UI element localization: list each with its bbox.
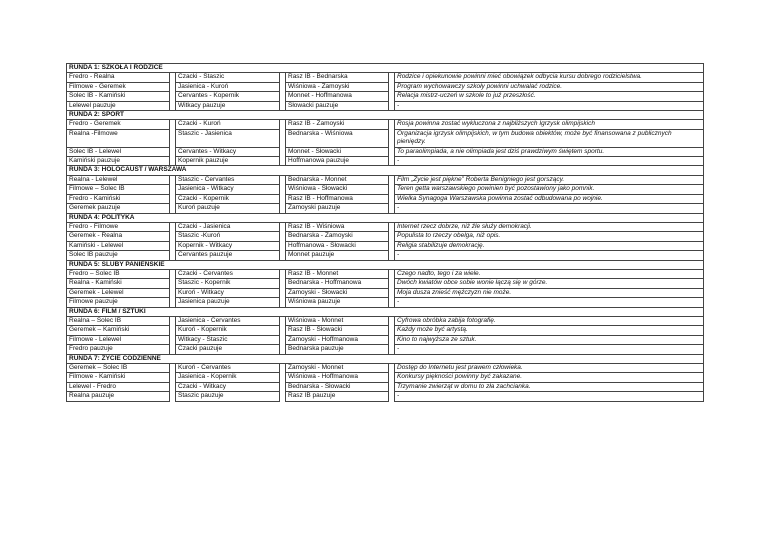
match-group-a: Filmowe pauzuje [67,298,170,307]
match-row [67,279,704,288]
match-group-c: Zamoyski - Słowacki [286,288,389,297]
match-group-b: Staszic pauzuje [176,392,280,401]
match-row [67,251,704,260]
motion-text: - [395,251,704,260]
round-title: RUNDA 1: SZKOŁA I RODZICE [67,64,704,73]
match-row [67,129,704,147]
match-group-b: Staszic - Jasienica [176,129,280,147]
motion-text: Moja dusza znieść mężczyzn nie może. [395,288,704,297]
round-title: RUNDA 2: SPORT [67,111,704,120]
match-group-a: Realna pauzuje [67,392,170,401]
match-group-a: Geremek – Kamiński [67,326,170,335]
match-group-b: Czacki pauzuje [176,345,280,354]
match-group-b: Witkacy pauzuje [176,101,280,110]
motion-text: Film „Życie jest piękne” Roberta Benigniego jest gorszący. [395,175,704,184]
motion-text: Czego nadto, tego i za wiele. [395,269,704,278]
match-group-a: Lelewel pauzuje [67,101,170,110]
motion-text: Internet rzecz dobrze, niż źle służy demokracji. [395,222,704,231]
match-group-c: Zamoyski pauzuje [286,204,389,213]
match-group-c: Bednarska - Monnet [286,175,389,184]
round-title: RUNDA 7: ŻYCIE CODZIENNE [67,354,704,363]
match-group-a: Fredro - Geremek [67,120,170,129]
match-group-a: Solec IB - Lelewel [67,147,170,156]
match-group-a: Realna - Kamiński [67,279,170,288]
match-group-c: Monnet pauzuje [286,251,389,260]
match-group-a: Fredro - Realna [67,73,170,82]
match-group-b: Cervantes - Kopernik [176,92,280,101]
round-title: RUNDA 4: POLITYKA [67,213,704,222]
match-row [67,382,704,391]
motion-text: - [395,298,704,307]
motion-text: Dwóch kwiatów obce sobie wonie łączą się w górze. [395,279,704,288]
match-row [67,175,704,184]
match-group-c: Rasz IB - Zamoyski [286,120,389,129]
match-group-b: Kuroń - Kopernik [176,326,280,335]
motion-text: Religia stabilizuje demokrację. [395,241,704,250]
motion-text: Dostęp do Internetu jest prawem człowieka. [395,364,704,373]
motion-text: Każdy może być artystą. [395,326,704,335]
match-row [67,392,704,401]
motion-text: Organizacja igrzysk olimpijskich, w tym budowa obiektów, może być finansowana z publicznych pieniędzy. [395,129,704,147]
match-group-c: Zamoyski - Hoffmanowa [286,335,389,344]
motion-text: Teren getta warszawskiego powinien być pozostawiony jako pomnik. [395,185,704,194]
match-group-a: Geremek - Realna [67,232,170,241]
match-group-c: Bednarska - Słowacki [286,382,389,391]
motion-text: - [395,157,704,166]
match-group-c: Rasz IB - Wiśniowa [286,222,389,231]
match-group-a: Filmowe - Kamiński [67,373,170,382]
match-row [67,222,704,231]
match-group-b: Czacki - Staszic [176,73,280,82]
match-group-c: Wiśniowa - Monnet [286,316,389,325]
match-group-a: Fredro – Solec IB [67,269,170,278]
match-group-c: Wiśniowa - Hoffmanowa [286,373,389,382]
motion-text: Populista to rzeczy obelga, niż opis. [395,232,704,241]
match-group-b: Czacki - Jasienica [176,222,280,231]
schedule-document [66,63,703,402]
rounds-table [66,63,704,402]
match-group-c: Słowacki pauzuje [286,101,389,110]
match-row [67,269,704,278]
match-row [67,335,704,344]
round-title: RUNDA 3: HOLOCAUST / WARSZAWA [67,166,704,175]
match-group-c: Bednarska - Wiśniowa [286,129,389,147]
match-group-b: Jasienica - Kuroń [176,82,280,91]
match-group-a: Geremek - Lelewel [67,288,170,297]
match-group-a: Lelewel - Fredro [67,382,170,391]
match-group-c: Rasz IB - Słowacki [286,326,389,335]
match-group-b: Cervantes - Witkacy [176,147,280,156]
match-group-b: Staszic -Kuroń [176,232,280,241]
motion-text: - [395,345,704,354]
match-group-c: Hoffmanowa - Słowacki [286,241,389,250]
match-group-b: Czacki - Witkacy [176,382,280,391]
match-group-b: Staszic - Kopernik [176,279,280,288]
match-row [67,288,704,297]
match-group-a: Fredro - Filmowe [67,222,170,231]
match-group-c: Rasz IB - Monnet [286,269,389,278]
motion-text: - [395,392,704,401]
match-group-b: Jasienica pauzuje [176,298,280,307]
match-group-c: Monnet - Słowacki [286,147,389,156]
motion-text: Wielka Synagoga Warszawska powinna zostać odbudowana po wojnie. [395,194,704,203]
match-group-b: Witkacy - Staszic [176,335,280,344]
match-group-c: Rasz IB - Bednarska [286,73,389,82]
match-group-a: Fredro - Kamiński [67,194,170,203]
motion-text: Trzymanie zwierząt w domu to zła zachcianka. [395,382,704,391]
match-row [67,157,704,166]
match-row [67,82,704,91]
round-header-row [67,64,704,73]
match-group-b: Kuroń - Witkacy [176,288,280,297]
motion-text: - [395,204,704,213]
match-group-a: Solec IB - Kamiński [67,92,170,101]
round-header-row [67,111,704,120]
motion-text: Cyfrowa obróbka zabija fotografię. [395,316,704,325]
match-group-c: Bednarska - Hoffmanowa [286,279,389,288]
motion-text: Relacja mistrz-uczeń w szkole to już przeszłość. [395,92,704,101]
match-row [67,373,704,382]
match-group-a: Realna - Lelewel [67,175,170,184]
match-group-c: Wiśniowa pauzuje [286,298,389,307]
match-row [67,101,704,110]
match-group-b: Kopernik - Witkacy [176,241,280,250]
match-group-b: Czacki - Kopernik [176,194,280,203]
round-header-row [67,354,704,363]
motion-text: Rosja powinna zostać wykluczona z najbliższych Igrzysk olimpijskich [395,120,704,129]
match-row [67,241,704,250]
round-title: RUNDA 5: ŚLUBY PANIEŃSKIE [67,260,704,269]
match-group-a: Kamiński - Lelewel [67,241,170,250]
match-group-c: Rasz IB pauzuje [286,392,389,401]
match-group-a: Geremek pauzuje [67,204,170,213]
match-group-a: Realna – Solec IB [67,316,170,325]
motion-text: Program wychowawczy szkoły powinni uchwalać rodzice. [395,82,704,91]
match-group-b: Jasienica - Cervantes [176,316,280,325]
match-row [67,120,704,129]
match-group-c: Bednarska pauzuje [286,345,389,354]
match-group-b: Jasienica - Witkacy [176,185,280,194]
match-row [67,194,704,203]
motion-text: To paraolimpiada, a nie olimpiada jest dziś prawdziwym świętem sportu. [395,147,704,156]
match-group-a: Fredro pauzuje [67,345,170,354]
match-group-b: Czacki - Kuroń [176,120,280,129]
match-group-b: Jasienica - Kopernik [176,373,280,382]
match-group-b: Cervantes pauzuje [176,251,280,260]
match-group-c: Bednarska - Zamoyski [286,232,389,241]
match-row [67,92,704,101]
match-row [67,73,704,82]
motion-text: Konkursy piękności powinny być zakazane. [395,373,704,382]
match-group-a: Solec IB pauzuje [67,251,170,260]
match-row [67,204,704,213]
match-row [67,232,704,241]
match-group-a: Filmowe - Lelewel [67,335,170,344]
match-group-b: Kuroń - Cervantes [176,364,280,373]
round-header-row [67,307,704,316]
match-group-c: Rasz IB - Hoffmanowa [286,194,389,203]
match-group-b: Czacki - Cervantes [176,269,280,278]
match-group-c: Wiśniowa - Słowacki [286,185,389,194]
match-row [67,147,704,156]
match-group-b: Staszic - Cervantes [176,175,280,184]
match-group-c: Wiśniowa - Zamoyski [286,82,389,91]
round-header-row [67,166,704,175]
match-group-b: Kopernik pauzuje [176,157,280,166]
match-group-a: Geremek – Solec IB [67,364,170,373]
match-row [67,326,704,335]
match-group-a: Filmowe - Geremek [67,82,170,91]
match-row [67,345,704,354]
match-group-a: Realna -Filmowe [67,129,170,147]
match-group-b: Kuroń pauzuje [176,204,280,213]
match-row [67,298,704,307]
round-title: RUNDA 6: FILM / SZTUKI [67,307,704,316]
match-row [67,316,704,325]
match-group-c: Zamoyski - Monnet [286,364,389,373]
motion-text: Kino to najwyższa ze sztuk. [395,335,704,344]
match-group-a: Kamiński pauzuje [67,157,170,166]
match-row [67,185,704,194]
match-group-c: Monnet - Hoffmanowa [286,92,389,101]
round-header-row [67,260,704,269]
round-header-row [67,213,704,222]
match-row [67,364,704,373]
match-group-a: Filmowe – Solec IB [67,185,170,194]
match-group-c: Hoffmanowa pauzuje [286,157,389,166]
motion-text: Rodzice i opiekunowie powinni mieć obowiązek odbycia kursu dobrego rodzicielstwa. [395,73,704,82]
motion-text: - [395,101,704,110]
